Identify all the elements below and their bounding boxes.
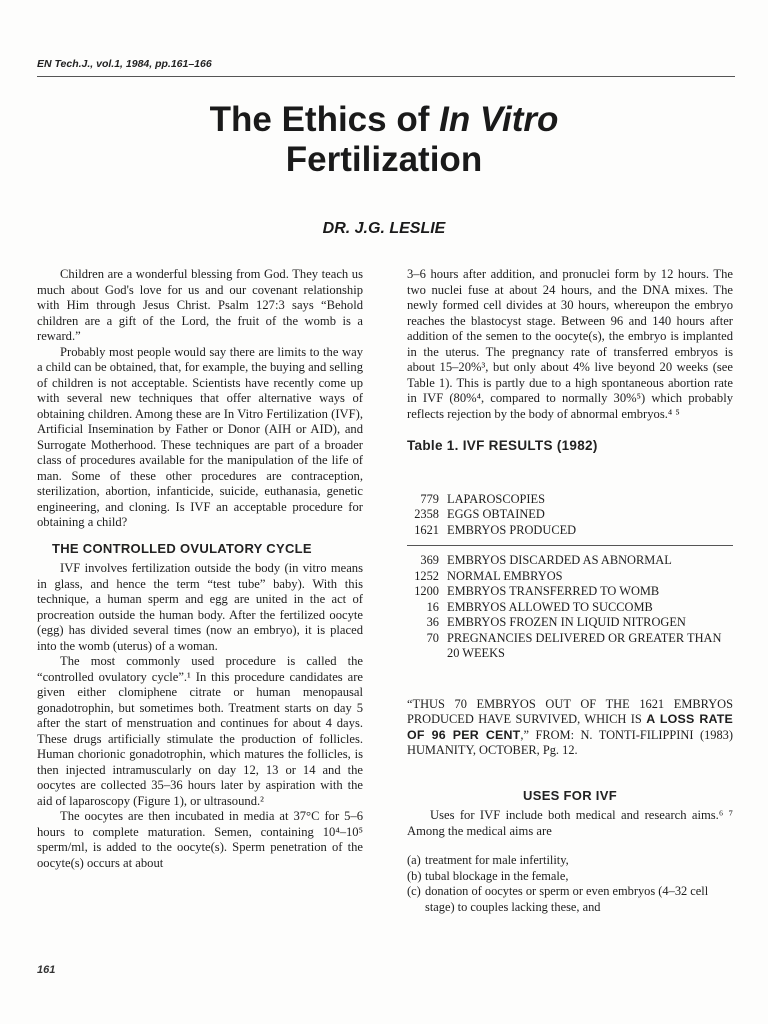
table-row [407, 600, 733, 616]
section-paragraph-2: The most commonly used procedure is called the “controlled ovulatory cycle”.¹ In this procedure candidates are given either clomiphene citrate or human menopausal gonadotrophin, but sometimes both. Treatment starts on day 5 after the start of menstruation and continues for about 4 days. These drugs artificially stimulate the production of follicles. Human chorionic gonadotrophin, which matures the follicles, is then injected intramuscularly on day 12, 13 or 14 and the oocytes are collected 35–36 hours later by aspiration with the aid of laparoscopy (Figure 1), or ultrasound.² [37, 654, 363, 808]
title-italic-part: In Vitro [439, 100, 559, 139]
article-title [0, 100, 768, 180]
intro-paragraph-2: Probably most people would say there are limits to the way a child can be obtained, that, for example, the buying and selling of children is not acceptable. Scientists have recently come up with several new techniques that offer alternative ways of obtaining children. Among these are In Vitro Fertilization (IVF), Artificial Insemination by Father or Donor (AIH or AID), and Surrogate Motherhood. These techniques are part of a broader class of procedures available for the manipulation of the life of man. Some of these other procedures are contraception, sterilization, abortion, infanticide, suicide, euthanasia, genetic engineering, and cloning. Is IVF an acceptable procedure for obtaining a child? [37, 344, 363, 529]
table-label: EMBRYOS ALLOWED TO SUCCOMB [447, 599, 653, 614]
table-label: EMBRYOS FROZEN IN LIQUID NITROGEN [447, 615, 686, 629]
table-row [407, 584, 733, 600]
table-divider [407, 545, 733, 546]
list-marker: (b) [407, 868, 422, 883]
table-row [407, 569, 733, 585]
table-row [407, 615, 733, 631]
table-number: 16 [426, 599, 439, 614]
continued-paragraph: 3–6 hours after addition, and pronuclei form by 12 hours. The two nuclei fuse at about 24 hours, and the DNA mixes. The newly formed cell divides at 30 hours, whereupon the embryo reaches the blastocyst stage. Between 96 and 140 hours after addition of the semen to the oocyte(s), the embryo is implanted in the uterus. The pregnancy rate of transferred embryos is about 15–20%³, but only about 4% live beyond 20 weeks (see Table 1). This is partly due to a high spontaneous abortion rate in IVF (80%⁴, compared to normally 30%⁵) which probably reflects rejection by the body of abnormal embryos.⁴ ⁵ [407, 267, 733, 421]
section-paragraph-1: IVF involves fertilization outside the body (in vitro means in glass, and hence the term “test tube” baby). With this technique, a human sperm and egg are united in the act of procreation outside the human body. After the fertilized oocyte (egg) has divided several times (now an embryo), it is placed into the womb (uterus) of a woman. [37, 561, 363, 653]
table-row [407, 492, 733, 508]
section-heading: THE CONTROLLED OVULATORY CYCLE [52, 540, 312, 556]
results-table [407, 492, 733, 662]
table-label: EMBRYOS TRANSFERRED TO WOMB [447, 584, 660, 598]
title-line-1 [0, 100, 768, 140]
left-column [37, 267, 363, 871]
list-item [407, 853, 733, 869]
table-number: 779 [420, 491, 439, 506]
quote-bold: A LOSS RATE OF 96 PER CENT [407, 712, 733, 742]
list-text: treatment for male infertility, [425, 853, 569, 867]
table-label: PREGNANCIES DELIVERED OR GREATER THAN 20 WEEKS [447, 630, 722, 660]
quote-start: “THUS 70 EMBRYOS OUT OF THE 1621 EMBRYOS PRODUCED HAVE SURVIVED, WHICH IS [407, 696, 733, 726]
table-row [407, 631, 733, 662]
title-line-2: Fertilization [285, 140, 483, 179]
table-title: Table 1. IVF RESULTS (1982) [407, 438, 598, 453]
author-byline: DR. J.G. LESLIE [322, 220, 446, 237]
uses-heading: USES FOR IVF [523, 787, 617, 803]
table-number: 1252 [414, 568, 439, 583]
table-number: 369 [420, 553, 439, 567]
list-item [407, 869, 733, 885]
table-number: 2358 [414, 507, 439, 521]
list-item [407, 884, 733, 915]
quote-end: ,” FROM: N. TONTI-FILIPPINI (1983) HUMANITY, OCTOBER, Pg. 12. [407, 727, 733, 757]
table-label: EMBRYOS PRODUCED [447, 522, 577, 537]
right-column [407, 267, 733, 915]
table-label: NORMAL EMBRYOS [447, 568, 563, 583]
table-number: 1621 [414, 522, 439, 537]
list-marker: (a) [407, 853, 421, 867]
table-number: 70 [426, 630, 439, 645]
page-number: 161 [37, 964, 56, 976]
list-marker: (c) [407, 884, 421, 898]
table-number: 1200 [414, 584, 439, 598]
list-text: donation of oocytes or sperm or even embryos (4–32 cell stage) to couples lacking these, and [425, 884, 709, 914]
list-text: tubal blockage in the female, [425, 868, 569, 883]
loss-rate-quote [407, 697, 733, 759]
table-row [407, 507, 733, 523]
table-row [407, 553, 733, 569]
uses-paragraph: Uses for IVF include both medical and research aims.⁶ ⁷ Among the medical aims are [407, 808, 733, 838]
journal-reference: EN Tech.J., vol.1, 1984, pp.161–166 [37, 58, 212, 70]
table-label: LAPAROSCOPIES [447, 491, 546, 506]
section-paragraph-3: The oocytes are then incubated in media at 37°C for 5–6 hours to complete maturation. Semen, containing 10⁴–10⁵ sperm/ml, is added to the oocyte(s). Sperm penetration of the oocyte(s) occurs at about [37, 809, 363, 870]
table-number: 36 [426, 615, 439, 629]
title-part-1: The Ethics of [209, 100, 440, 139]
intro-paragraph-1: Children are a wonderful blessing from God. They teach us much about God's love for us and our covenant relationship with Him through Jesus Christ. Psalm 127:3 says “Behold children are a gift of the Lord, the fruit of the womb is a reward.” [37, 267, 363, 343]
table-label: EGGS OBTAINED [447, 507, 545, 521]
uses-list [407, 853, 733, 915]
table-label: EMBRYOS DISCARDED AS ABNORMAL [447, 553, 672, 567]
table-row [407, 523, 733, 539]
header-rule [37, 76, 735, 77]
